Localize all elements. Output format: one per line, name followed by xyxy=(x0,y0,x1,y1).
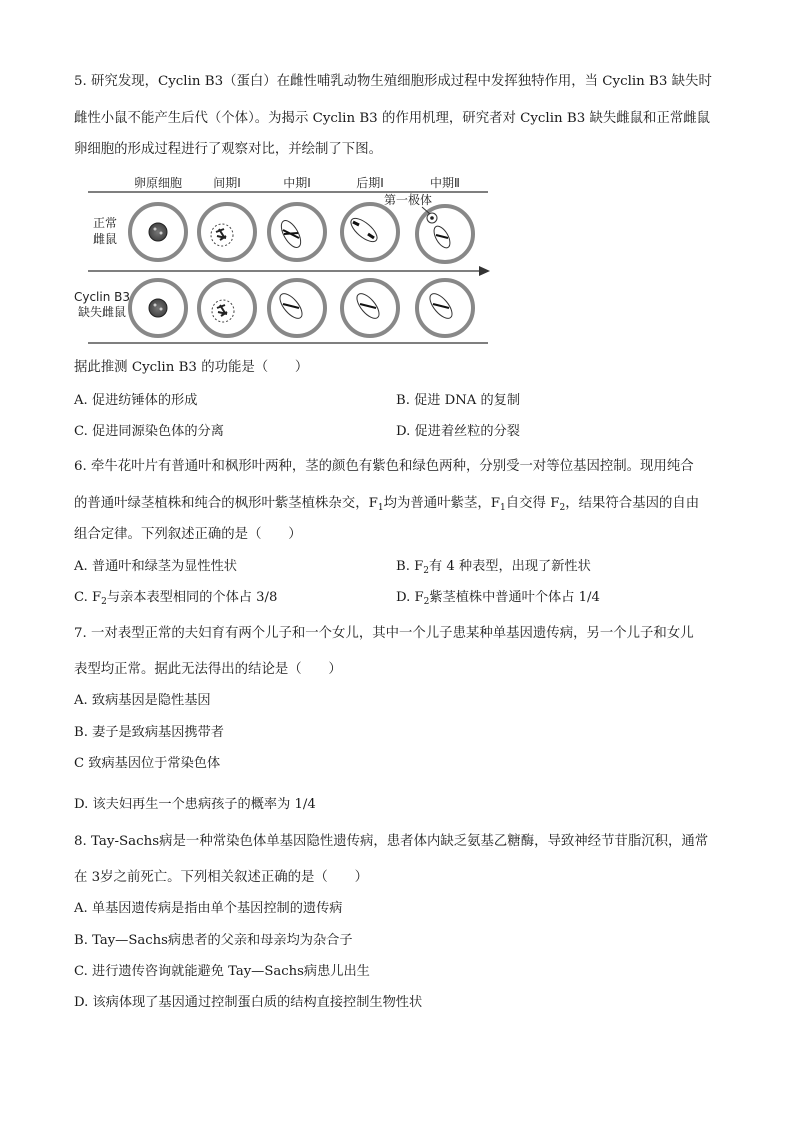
q7-option-b: B. 妻子是致病基因携带者 xyxy=(74,725,224,740)
q8-option-b: B. Tay—Sachs病患者的父亲和母亲均为杂合子 xyxy=(74,933,353,948)
q8-option-d: D. 该病体现了基因通过控制蛋白质的结构直接控制生物性状 xyxy=(74,995,423,1010)
q7-text-line-1: 7. 一对表型正常的夫妇育有两个儿子和一个女儿，其中一个儿子患某种单基因遗传病，另一个儿子和女儿 xyxy=(74,626,694,641)
q6-option-b: B. $F_2$有 4 种表型，出现了新性状 xyxy=(396,559,591,576)
cell-deficient-interphase xyxy=(199,280,255,336)
q5-option-b: B. 促进 DNA 的复制 xyxy=(396,393,521,408)
cell-normal-interphase xyxy=(199,204,255,260)
q6-text-line-1: 6. 牵牛花叶片有普通叶和枫形叶两种，茎的颜色有紫色和绿色两种，分别受一对等位基因控制。现用纯合 xyxy=(74,459,694,474)
row1-label-line1: 正常 xyxy=(92,216,118,230)
q5-text-line-3: 卵细胞的形成过程进行了观察对比，并绘制了下图。 xyxy=(74,142,382,157)
cell-deficient-oogonium xyxy=(130,280,186,336)
cell-normal-metaphase-2 xyxy=(417,206,473,262)
q6-option-c: C. $F_2$与亲本表型相同的个体占 3/8 xyxy=(74,590,278,607)
cell-normal-oogonium xyxy=(130,204,186,260)
stage-label-4: 中期Ⅱ xyxy=(430,176,460,190)
q7-option-c: C 致病基因位于常染色体 xyxy=(74,756,221,771)
q8-option-c: C. 进行遗传咨询就能避免 Tay—Sachs病患儿出生 xyxy=(74,964,370,979)
q5-figure xyxy=(70,170,500,348)
stage-label-2: 中期Ⅰ xyxy=(283,176,311,190)
stage-label-1: 间期Ⅰ xyxy=(213,176,241,190)
stage-label-0: 卵原细胞 xyxy=(133,176,183,190)
q7-text-line-2: 表型均正常。据此无法得出的结论是（ ） xyxy=(74,662,342,677)
q6-text-line-3: 组合定律。下列叙述正确的是（ ） xyxy=(74,527,302,542)
q8-text-line-1: 8. Tay-Sachs病是一种常染色体单基因隐性遗传病，患者体内缺乏氨基乙糖酶，导致神经节苷脂沉积，通常 xyxy=(74,834,709,849)
q5-text-line-2: 雌性小鼠不能产生后代（个体）。为揭示 Cyclin B3 的作用机理，研究者对 Cyclin B3 缺失雌鼠和正常雌鼠 xyxy=(74,111,711,126)
q5-option-c: C. 促进同源染色体的分离 xyxy=(74,424,224,439)
q8-option-a: A. 单基因遗传病是指由单个基因控制的遗传病 xyxy=(74,901,343,916)
cell-deficient-metaphase-2 xyxy=(417,280,473,336)
q6-option-a: A. 普通叶和绿茎为显性性状 xyxy=(74,559,237,574)
q6-text-line-2: 的普通叶绿茎植株和纯合的枫形叶紫茎植株杂交，$F_1$均为普通叶紫茎，$F_1$自交得 $F_2$，结果符合基因的自由 xyxy=(74,496,700,513)
q7-option-d: D. 该夫妇再生一个患病孩子的概率为 1/4 xyxy=(74,797,316,812)
cell-deficient-anaphase-1 xyxy=(342,280,398,336)
q5-option-d: D. 促进着丝粒的分裂 xyxy=(396,424,520,439)
arrow-head-icon xyxy=(479,266,490,276)
q7-option-a: A. 致病基因是隐性基因 xyxy=(74,693,211,708)
q5-text-line-1: 5. 研究发现，Cyclin B3（蛋白）在雌性哺乳动物生殖细胞形成过程中发挥独特作用，当 Cyclin B3 缺失时 xyxy=(74,74,712,89)
cell-deficient-metaphase-1 xyxy=(269,280,325,336)
polar-body-label: 第一极体 xyxy=(383,193,433,207)
cell-normal-metaphase-1 xyxy=(269,204,325,260)
q6-option-d: D. $F_2$紫茎植株中普通叶个体占 1/4 xyxy=(396,590,600,607)
row2-label-line2: 缺失雌鼠 xyxy=(77,305,127,319)
stage-label-3: 后期Ⅰ xyxy=(356,176,384,190)
q5-option-a: A. 促进纺锤体的形成 xyxy=(74,393,198,408)
q5-stem: 据此推测 Cyclin B3 的功能是（ ） xyxy=(74,360,309,375)
row1-label-line2: 雌鼠 xyxy=(92,232,118,246)
cell-normal-anaphase-1 xyxy=(342,204,398,260)
q8-text-line-2: 在 3岁之前死亡。下列相关叙述正确的是（ ） xyxy=(74,870,368,885)
row2-label-line1: Cyclin B3 xyxy=(73,290,131,304)
